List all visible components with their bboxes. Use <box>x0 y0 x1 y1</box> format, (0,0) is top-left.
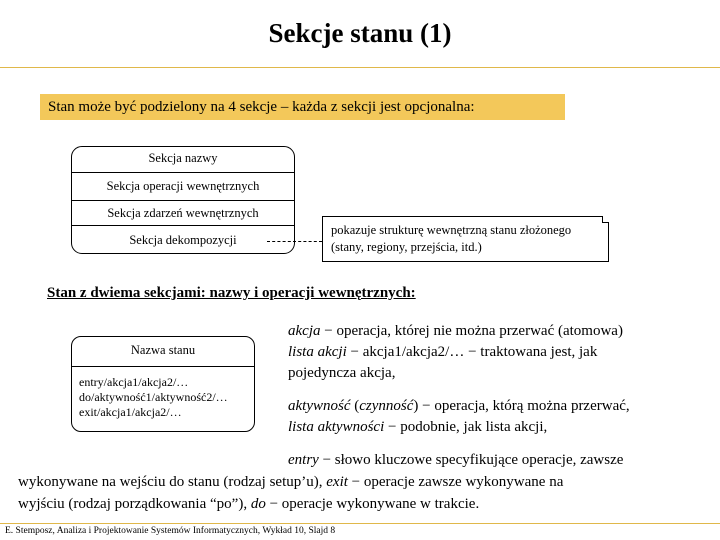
state-name-label: Nazwa stanu <box>130 343 196 357</box>
section-internal-events-label: Sekcja zdarzeń wewnętrznych <box>107 206 259 220</box>
desc-text: − podobnie, jak lista akcji, <box>384 419 548 435</box>
desc-text: − operacja, której nie można przerwać (atomowa) <box>320 323 623 339</box>
note-line: pokazuje strukturę wewnętrzną stanu złożonego <box>331 223 572 237</box>
keywords-paragraph <box>18 449 690 515</box>
section-divider <box>72 200 294 201</box>
section-decomposition-label: Sekcja dekompozycji <box>129 233 237 247</box>
para-text: wykonywane na wejściu do stanu (rodzaj setup’u), <box>18 474 327 490</box>
term-akcja: akcja <box>288 323 321 339</box>
section-divider <box>72 172 294 173</box>
term-exit: exit <box>326 474 348 490</box>
decomposition-note <box>322 216 609 262</box>
term-czynnosc: czynność <box>359 398 414 414</box>
section-name-label: Sekcja nazwy <box>148 151 218 165</box>
exit-operation: exit/akcja1/akcja2/… <box>79 405 182 419</box>
para-text: wyjściu (rodzaj porządkowania “po”), <box>18 496 251 512</box>
term-do: do <box>250 496 266 512</box>
para-text: − operacje wykonywane w trakcie. <box>265 496 480 512</box>
section-divider <box>72 225 294 226</box>
desc-text: − akcja1/akcja2/… − traktowana jest, jak <box>346 344 598 360</box>
footer: E. Stemposz, Analiza i Projektowanie Systemów Informatycznych, Wykład 10, Slajd 8 <box>5 526 336 536</box>
desc-text: pojedyncza akcja, <box>288 365 396 381</box>
note-line: (stany, regiony, przejścia, itd.) <box>331 240 482 254</box>
state-four-sections <box>71 146 295 254</box>
note-folded-corner <box>602 216 609 223</box>
state-two-sections <box>71 336 255 432</box>
internal-operations <box>79 375 228 420</box>
term-lista-akcji: lista akcji <box>288 344 347 360</box>
desc-text: ( <box>350 398 360 414</box>
do-operation: do/aktywność1/aktywność2/… <box>79 390 228 404</box>
note-connector <box>267 241 322 242</box>
entry-operation: entry/akcja1/akcja2/… <box>79 375 189 389</box>
section-internal-ops-label: Sekcja operacji wewnętrznych <box>106 179 260 193</box>
slide-title: Sekcje stanu (1) <box>268 18 452 48</box>
desc-text: ) − operacja, którą można przerwać, <box>413 398 630 414</box>
term-lista-aktywnosci: lista aktywności <box>288 419 385 435</box>
para-text: − operacje zawsze wykonywane na <box>347 474 564 490</box>
intro-banner: Stan może być podzielony na 4 sekcje – każda z sekcji jest opcjonalna: <box>40 94 565 120</box>
title-divider <box>0 67 720 68</box>
term-aktywnosc: aktywność <box>288 398 351 414</box>
activity-description <box>288 396 630 438</box>
subheading: Stan z dwiema sekcjami: nazwy i operacji wewnętrznych: <box>47 285 416 301</box>
action-description <box>288 321 623 384</box>
para-text: − słowo kluczowe specyfikujące operacje, zawsze <box>318 452 624 468</box>
term-entry: entry <box>288 452 319 468</box>
footer-divider <box>0 523 720 524</box>
section-divider <box>72 366 254 367</box>
